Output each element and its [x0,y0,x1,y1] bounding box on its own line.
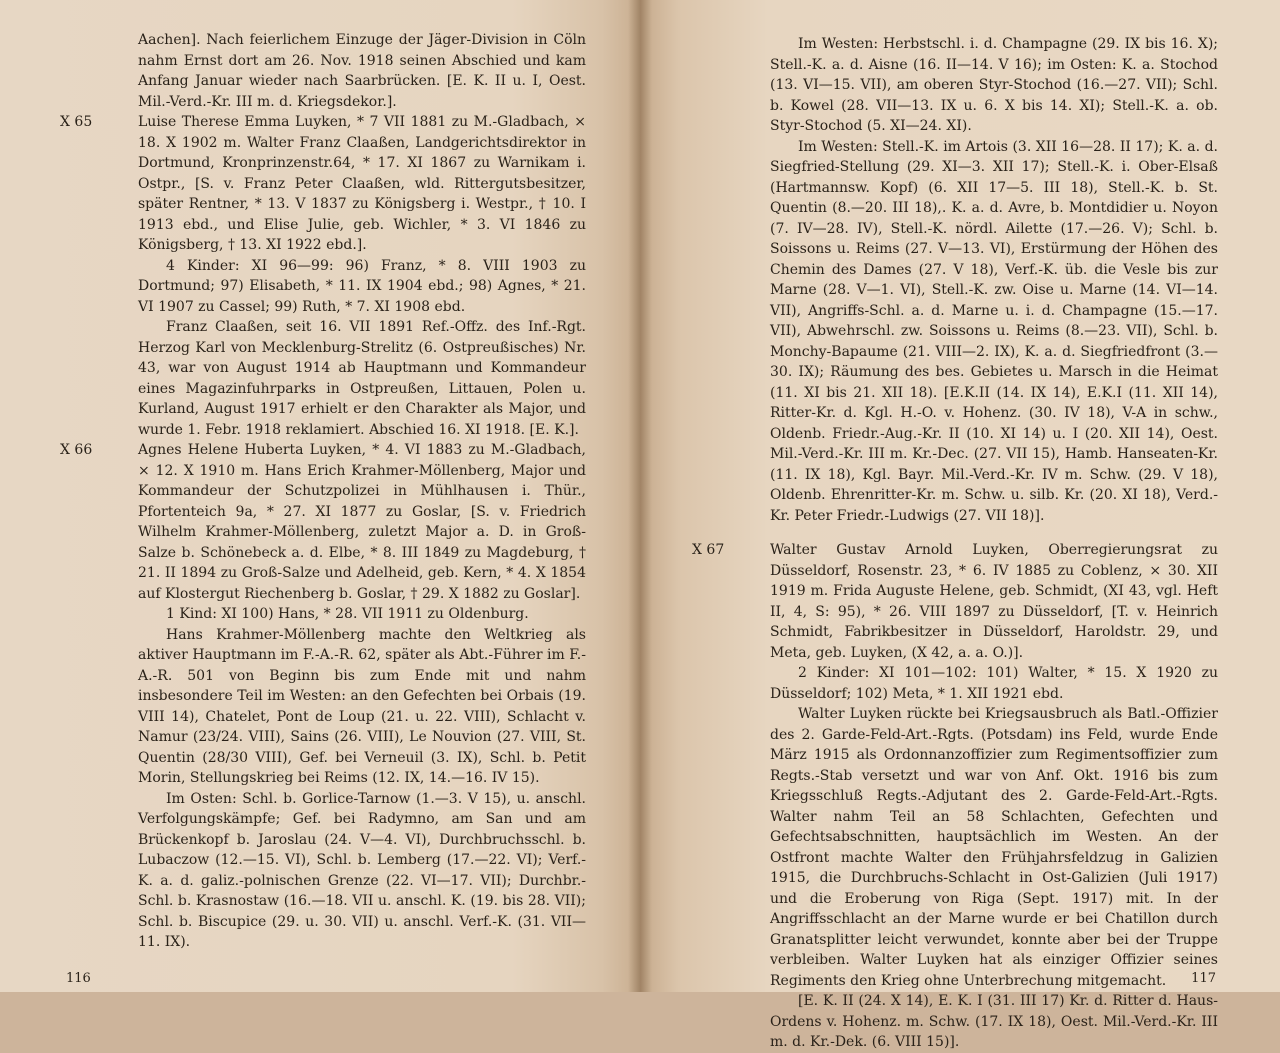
entry-body-x65 [138,112,586,440]
entry-number-x66: X 66 [60,442,93,458]
left-page [0,0,640,992]
x66-hans-career-east: Im Osten: Schl. b. Gorlice-Tarnow (1.—3. V 15), u. anschl. Verfolgungskämpfe; Gef. bei Radymno, am San und am Brückenkopf b. Jaroslau (24. V—4. VI), Durchbruchsschl. b. Lubaczow (12.—15. VI), Schl. b. Lemberg (17.—22. VI); Verf.-K. a. d. galiz.-polnischen Grenze (22. VI—17. VII); Durchbr.-Schl. b. Krasnostaw (16.—18. VII u. anschl. K. (19. bis 28. VII); Schl. b. Biscupice (29. u. 30. VII) u. anschl. Verf.-K. (31. VII—11. IX). [138,790,586,950]
right-campaign-paragraph-2: Im Westen: Stell.-K. im Artois (3. XII 16—28. II 17); K. a. d. Siegfried-Stellung (29. XI—3. XII 17); Stell.-K. i. Ober-Elsaß (Hartmannsw. Kopf) (6. XII 17—5. III 18), Stell.-K. b. St. Quentin (8.—20. III 18),. K. a. d. Avre, b. Montdidier u. Noyon (7. IV—28. IV), Stell.-K. nördl. Ailette (17.—26. V); Schl. b. Soissons u. Reims (27. V—13. VI), Erstürmung der Höhen des Chemin des Dames (27. V 18), Verf.-K. üb. die Vesle bis zur Marne (28. V—1. VI), Stell.-K. zw. Oise u. Marne (14. VI—14. VII), Angriffs-Schl. a. d. Marne u. i. d. Champagne (15.—17. VII), Abwehrschl. zw. Soissons u. Reims (8.—23. VII), Schl. b. Monchy-Bapaume (21. VIII—2. IX), K. a. d. Siegfriedfront (3.—30. IX); Räumung des bes. Gebietes u. Marsch in die Heimat (11. XI bis 21. XII 18). [E.K.II (14. IX 14), E.K.I (11. XII 14), Ritter-Kr. d. Kgl. H.-O. v. Hohenz. (30. IV 18), V-A in schw., Oldenb. Friedr.-Aug.-Kr. II (10. XI 14) u. I (20. XII 14), Oest. Mil.-Verd.-Kr. III m. Kr.-Dec. (27. VII 15), Hamb. Hanseaten-Kr. (11. IX 18), Kgl. Bayr. Mil.-Verd.-Kr. IV m. Schw. (29. V 18), Oldenb. Ehrenritter-Kr. m. Schw. u. silb. Kr. (20. XI 18), Verd.-Kr. Peter Friedr.-Ludwigs (27. VII 18)]. [770,138,1218,524]
entry-number-x67: X 67 [692,542,725,558]
x65-franz-career: Franz Claaßen, seit 16. VII 1891 Ref.-Offz. des Inf.-Rgt. Herzog Karl von Mecklenburg-Strelitz (6. Ostpreußisches) Nr. 43, war von August 1914 ab Hauptmann und Kommandeur eines Magazinfuhrparks in Ostpreußen, Littauen, Polen u. Kurland, August 1917 erhielt er den Charakter als Major, und wurde 1. Febr. 1918 reklamiert. Abschied 16. XI 1918. [E. K.]. [138,319,586,438]
x66-biography: Agnes Helene Huberta Luyken, * 4. VI 1883 zu M.-Gladbach, × 12. X 1910 m. Hans Erich Krahmer-Möllenberg, Major und Kommandeur der Schutzpolizei in Mühlhausen i. Thür., Pfortenteich 9a, * 27. XI 1877 zu Goslar, [S. v. Friedrich Wilhelm Krahmer-Möllenberg, zuletzt Major a. D. in Groß-Salze b. Schönebeck a. d. Elbe, * 8. III 1849 zu Magdeburg, † 21. II 1894 zu Groß-Salze und Adelheid, geb. Kern, * 4. X 1854 auf Klostergut Riechenberg b. Goslar, † 29. X 1882 zu Goslar]. [138,442,586,602]
entry-number-x65: X 65 [60,114,93,130]
page-number-right: 117 [1191,971,1216,986]
x67-walter-career: Walter Luyken rückte bei Kriegsausbruch als Batl.-Offizier des 2. Garde-Feld-Art.-Rgts. (Potsdam) ins Feld, wurde Ende März 1915 als Ordonnanzoffizier zum Regimentsoffizier zum Regts.-Stab versetzt und war von Anf. Okt. 1916 bis zum Kriegsschluß Regts.-Adjutant des 2. Garde-Feld-Art.-Rgts. Walter nahm Teil an 58 Schlachten, Gefechten und Gefechtsabschnitten, hauptsächlich im Westen. An der Ostfront machte Walter den Frühjahrsfeldzug in Galizien 1915, die Durchbruchs-Schlacht in Ost-Galizien (Juli 1917) und die Eroberung von Riga (Sept. 1917) mit. In der Angriffsschlacht an der Marne wurde er bei Chatillon durch Granatsplitter leicht verwundet, konnte aber bei der Truppe verbleiben. Walter Luyken hat als einziger Offizier seines Regiments den Krieg ohne Unterbrechung mitgemacht. [770,706,1218,989]
x66-hans-career-west: Hans Krahmer-Möllenberg machte den Weltkrieg als aktiver Hauptmann im F.-A.-R. 62, später als Abt.-Führer im F.-A.-R. 501 von Beginn bis zum Ende mit und nahm insbesondere Teil im Westen: an den Gefechten bei Orbais (19. VIII 14), Chatelet, Pont de Loup (21. u. 22. VIII), Schlacht v. Namur (23/24. VIII), Sains (26. VIII), Le Nouvion (27. VIII, St. Quentin (28/30 VIII), Gef. bei Verneuil (3. IX), Schl. b. Petit Morin, Stellungskrieg bei Reims (12. IX, 14.—16. IV 15). [138,626,586,786]
x65-children: 4 Kinder: XI 96—99: 96) Franz, * 8. VIII 1903 zu Dortmund; 97) Elisabeth, * 11. IX 1904 ebd.; 98) Agnes, * 21. VI 1907 zu Cassel; 99) Ruth, * 7. XI 1908 ebd. [138,257,586,315]
x67-biography: Walter Gustav Arnold Luyken, Oberregierungsrat zu Düsseldorf, Rosenstr. 23, * 6. IV 1885 zu Coblenz, × 30. XII 1919 m. Frida Auguste Helene, geb. Schmidt, (XI 43, vgl. Heft II, 4, S: 95), * 26. VIII 1897 zu Düsseldorf, [T. v. Heinrich Schmidt, Fabrikbesitzer in Düsseldorf, Haroldstr. 29, und Meta, geb. Luyken, (X 42, a. a. O.)]. [770,542,1218,661]
entry-x67 [692,540,1218,1053]
x66-children: 1 Kind: XI 100) Hans, * 28. VII 1911 zu Oldenburg. [166,606,529,622]
x67-children: 2 Kinder: XI 101—102: 101) Walter, * 15. X 1920 zu Düsseldorf; 102) Meta, * 1. XII 1921 ebd. [770,665,1218,702]
x67-decorations: [E. K. II (24. X 14), E. K. I (31. III 17) Kr. d. Ritter d. Haus-Ordens v. Hohenz. m. Schw. (17. IX 18), Oest. Mil.-Verd.-Kr. III m. d. Kr.-Dek. (6. VIII 15)]. [770,993,1218,1050]
right-campaign-paragraph-1: Im Westen: Herbstschl. i. d. Champagne (29. IX bis 16. X); Stell.-K. a. d. Aisne (16. II—14. V 16); im Osten: K. a. Stochod (13. VI—15. VII), am oberen Styr-Stochod (16.—27. VII); Schl. b. Kowel (28. VII—13. IX u. 6. X bis 14. XI); Stell.-K. a. ob. Styr-Stochod (5. XI—24. XI). [770,36,1218,134]
left-intro-paragraph: Aachen]. Nach feierlichem Einzuge der Jäger-Division in Cöln nahm Ernst dort am 26. Nov. 1918 seinen Abschied und kam Anfang Januar wieder nach Saarbrücken. [E. K. II u. I, Oest. Mil.-Verd.-Kr. III m. d. Kriegsdekor.]. [138,32,586,110]
x65-biography: Luise Therese Emma Luyken, * 7 VII 1881 zu M.-Gladbach, × 18. X 1902 m. Walter Franz Claaßen, Landgerichtsdirektor in Dortmund, Kronprinzenstr.64, * 17. XI 1867 zu Warnikam i. Ostpr., [S. v. Franz Peter Claaßen, wld. Rittergutsbesitzer, später Rentner, * 13. V 1837 zu Königsberg i. Westpr., † 10. I 1913 ebd., und Elise Julie, geb. Wichler, * 3. VI 1846 zu Königsberg, † 13. XI 1922 ebd.]. [138,114,586,253]
entry-body-x66 [138,440,586,953]
entry-x65 [60,112,586,440]
page-number-left: 116 [66,971,91,986]
entry-body-x67 [770,540,1218,1053]
right-page [640,0,1280,1050]
entry-x66 [60,440,586,953]
